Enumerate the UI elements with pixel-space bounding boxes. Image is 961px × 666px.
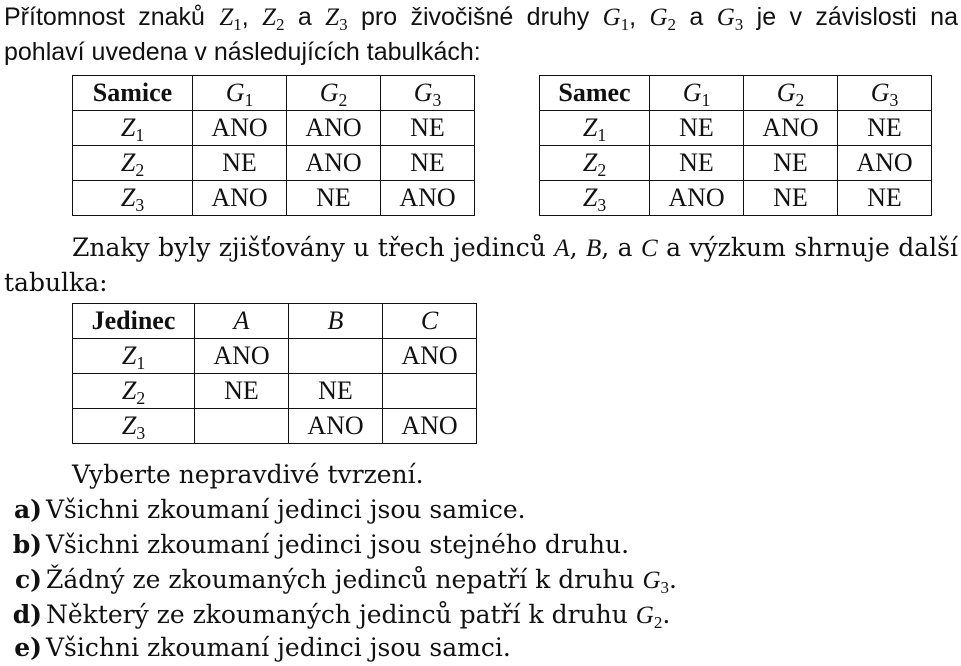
table-cell: ANO: [193, 181, 287, 216]
table-cell: ANO: [195, 339, 289, 374]
option-text: Některý ze zkoumaných jedinců patří k druhu: [46, 600, 636, 629]
table-header-row: [73, 304, 477, 339]
table-cell: NE: [838, 181, 932, 216]
table-row: [540, 181, 932, 216]
option-symbol: $G_2$: [635, 602, 663, 632]
conjunction: a: [284, 3, 326, 31]
column-header: $G_2$: [287, 76, 381, 111]
table-cell: ANO: [193, 111, 287, 146]
symbol-a: A: [554, 235, 570, 262]
question-text: Vyberte nepravdivé tvrzení.: [72, 460, 424, 489]
male-table: [539, 75, 932, 216]
table-cell: [195, 409, 289, 444]
conjunction: a: [676, 3, 717, 31]
option-label: d): [12, 600, 42, 629]
table-cell: NE: [744, 181, 838, 216]
table-corner-label: Samec: [540, 76, 650, 111]
table-row: [73, 374, 477, 409]
table-cell: ANO: [381, 181, 475, 216]
option-d[interactable]: [4, 598, 670, 633]
table-row: [540, 111, 932, 146]
option-tail: .: [662, 600, 671, 629]
separator: ,: [569, 233, 586, 262]
column-header: $G_1$: [193, 76, 287, 111]
row-header: $Z_2$: [73, 374, 195, 409]
row-header: $Z_3$: [73, 409, 195, 444]
row-header: $Z_1$: [73, 111, 193, 146]
option-text: Všichni zkoumaní jedinci jsou samice.: [46, 495, 526, 524]
intro-text: Přítomnost znaků: [4, 3, 205, 31]
table-cell: NE: [287, 181, 381, 216]
individuals-table: [72, 303, 477, 444]
row-header: $Z_1$: [540, 111, 650, 146]
table-cell: ANO: [383, 339, 477, 374]
table-cell: NE: [650, 111, 744, 146]
table-corner-label: Jedinec: [73, 304, 195, 339]
option-tail: .: [669, 565, 677, 594]
intro-text: pro živočišné druhy: [347, 3, 603, 31]
table-cell: ANO: [383, 409, 477, 444]
table-cell: ANO: [287, 111, 381, 146]
table-cell: ANO: [650, 181, 744, 216]
intro-text: je v závislosti na: [743, 3, 958, 31]
symbol-g3: $G_3$: [716, 4, 744, 34]
table-row: [73, 339, 477, 374]
row-header: $Z_3$: [73, 181, 193, 216]
intro-line-1: [4, 0, 958, 35]
symbol-z1: $Z_1$: [219, 4, 242, 34]
table-cell: NE: [838, 111, 932, 146]
symbol-g2: $G_2$: [649, 4, 677, 34]
symbol-z3: $Z_3$: [325, 4, 348, 34]
symbol-c: C: [640, 235, 658, 262]
row-header: $Z_1$: [73, 339, 195, 374]
female-table: [72, 75, 475, 216]
table-cell: ANO: [287, 146, 381, 181]
table-cell: NE: [193, 146, 287, 181]
column-header: B: [289, 304, 383, 339]
option-label: a): [13, 495, 42, 524]
table-cell: ANO: [289, 409, 383, 444]
separator: ,: [629, 3, 650, 31]
option-symbol: $G_3$: [642, 567, 670, 597]
table-cell: NE: [381, 146, 475, 181]
table-cell: NE: [289, 374, 383, 409]
table-cell: ANO: [744, 111, 838, 146]
option-b[interactable]: [4, 528, 629, 562]
table-cell: [383, 374, 477, 409]
option-label: e): [14, 633, 42, 662]
column-header: $G_1$: [650, 76, 744, 111]
row-header: $Z_2$: [73, 146, 193, 181]
row-header: $Z_3$: [540, 181, 650, 216]
table-cell: NE: [381, 111, 475, 146]
intro-line-2: pohlaví uvedena v následujících tabulkách:: [4, 38, 481, 66]
column-header: $G_2$: [744, 76, 838, 111]
option-a[interactable]: [4, 493, 526, 527]
table-header-row: [540, 76, 932, 111]
option-label: b): [12, 530, 42, 559]
middle-paragraph: [4, 231, 958, 300]
separator: , a: [601, 233, 641, 262]
table-row: [73, 111, 475, 146]
table-cell: [289, 339, 383, 374]
option-text: Všichni zkoumaní jedinci jsou samci.: [46, 633, 511, 662]
table-cell: NE: [650, 146, 744, 181]
table-row: [540, 146, 932, 181]
middle-line-2: tabulka:: [4, 268, 108, 297]
table-cell: NE: [744, 146, 838, 181]
option-text: Všichni zkoumaní jedinci jsou stejného druhu.: [46, 530, 630, 559]
table-header-row: [73, 76, 475, 111]
column-header: $G_3$: [381, 76, 475, 111]
table-row: [73, 146, 475, 181]
separator: ,: [241, 3, 263, 31]
option-label: c): [14, 565, 42, 594]
intro-paragraph: [4, 0, 958, 69]
table-cell: ANO: [838, 146, 932, 181]
symbol-z2: $Z_2$: [262, 4, 285, 34]
middle-line-1: [4, 231, 958, 266]
option-text: Žádný ze zkoumaných jedinců nepatří k druhu: [46, 565, 643, 594]
table-cell: NE: [195, 374, 289, 409]
table-row: [73, 181, 475, 216]
middle-text: Znaky byly zjišťovány u třech jedinců: [72, 233, 555, 262]
row-header: $Z_2$: [540, 146, 650, 181]
table-corner-label: Samice: [73, 76, 193, 111]
column-header: C: [383, 304, 477, 339]
table-row: [73, 409, 477, 444]
column-header: A: [195, 304, 289, 339]
option-e[interactable]: [4, 631, 511, 665]
symbol-b: B: [585, 235, 602, 262]
column-header: $G_3$: [838, 76, 932, 111]
middle-text: a výzkum shrnuje další: [657, 233, 958, 262]
symbol-g1: $G_1$: [602, 4, 630, 34]
option-c[interactable]: [4, 563, 677, 598]
